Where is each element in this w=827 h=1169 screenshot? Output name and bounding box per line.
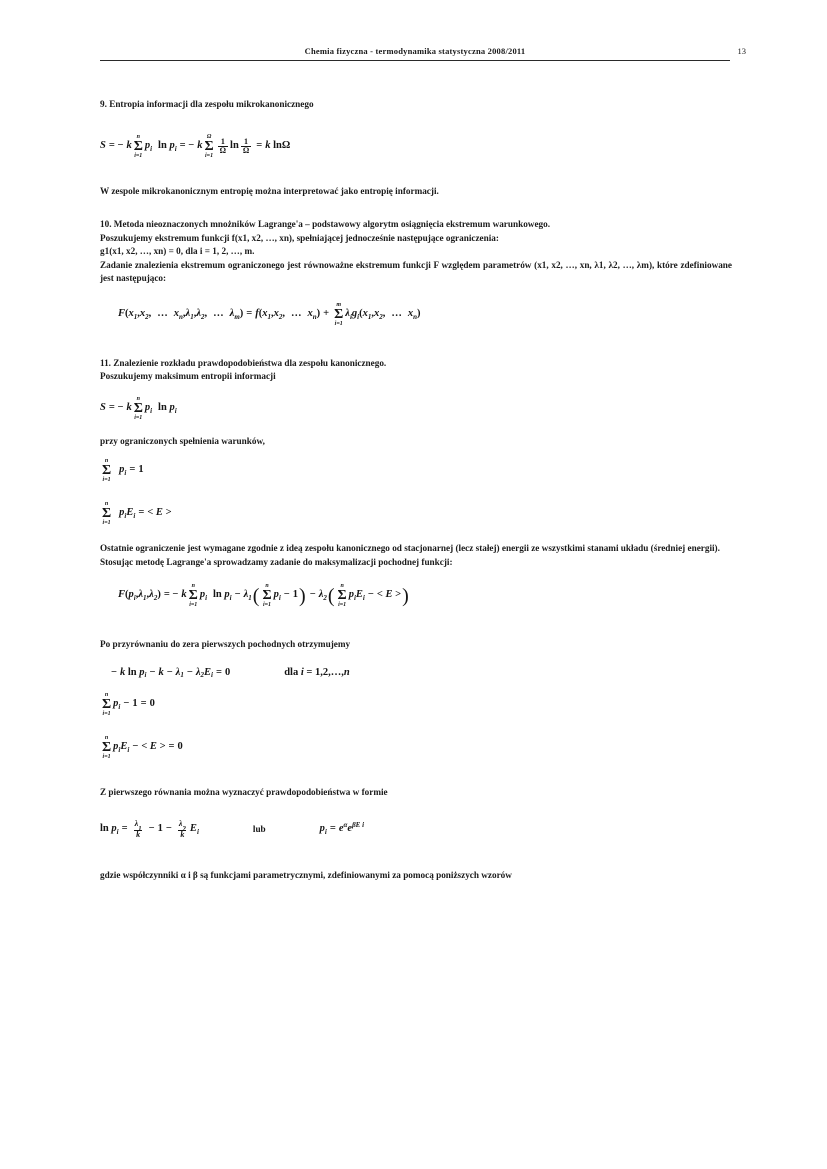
- section-11-explain-1: Ostatnie ograniczenie jest wymagane zgodnie z ideą zespołu kanonicznego od stacjonarnej (lecz stałej) energii ze wszystkimi stanami układu (średniej energii).: [100, 543, 720, 553]
- formula-entropy-canonical: S = − k n Σ i=1 p i ln p i: [100, 395, 177, 421]
- section-9-heading: 9. Entropia informacji dla zespołu mikrokanonicznego: [100, 99, 314, 109]
- formula-derivative-2: n Σ i=1 p i − 1 = 0: [102, 692, 155, 717]
- section-10-line-3: Zadanie znalezienia ekstremum ograniczonego jest równoważne ekstremum funkcji F względem parametrów (x1, x2, …, xn, λ1, λ2, …, λm), które zdefiniowane jest następująco:: [100, 259, 732, 283]
- section-11-condition-intro: przy ograniczonych spełnienia warunków,: [100, 435, 265, 446]
- header-title: Chemia fizyczna - termodynamika statystyczna 2008/2011: [304, 46, 526, 56]
- formula-final-probabilities: ln p i = $\frac{\lambda 1}{k}$ − 1 − $\frac{\lambda 2}{k}$ E i lub p i = e α e βE i: [100, 818, 365, 840]
- formula-derivative-3: n Σ i=1 p i E i − < E > = 0: [102, 735, 183, 760]
- section-9-text: W zespole mikrokanonicznym entropię można interpretować jako entropię informacji.: [100, 185, 439, 196]
- section-11-after-derivative-text: Po przyrównaniu do zera pierwszych pochodnych otrzymujemy: [100, 639, 351, 649]
- section-10-heading: 10. Metoda nieoznaczonych mnożników Lagrange'a – podstawowy algorytm osiągnięcia ekstremum warunkowego.: [100, 219, 551, 229]
- document-body: [100, 98, 732, 883]
- page-header: [100, 46, 746, 68]
- formula-constraint-normalization: n Σ i=1 p i = 1: [102, 458, 144, 483]
- formula-derivative-1: − k ln p i − k − λ 1 − λ 2 E i = 0 dla i = 1,2,…, n: [111, 666, 350, 680]
- section-11-closing: gdzie współczynniki α i β są funkcjami parametrycznymi, zdefiniowanymi za pomocą poniższych wzorów: [100, 870, 512, 881]
- formula-entropy-microcanonical: S = − k n Σ i=1 p i ln p i = − k Ω Σ i=1 $\frac{1}{\Omega}$ ln $\frac{1}{\Omega}$ = k lnΩ: [100, 133, 291, 159]
- header-page-number: 13: [737, 46, 746, 56]
- section-11-intro: Poszukujemy maksimum entropii informacji: [100, 371, 276, 381]
- formula-lagrange-function: F ( x 1 , x 2 , … x n , λ 1 , λ 2 , … λ m ) = f ( x 1 , x 2 , … x n ) + m Σ i=1 λ i g i ( x 1 , x 2 , … x n ): [118, 301, 421, 327]
- section-11-heading: 11. Znalezienie rozkładu prawdopodobieństwa dla zespołu kanonicznego.: [100, 357, 387, 368]
- formula-or-label: lub: [252, 823, 266, 834]
- section-10-line-1: Poszukujemy ekstremum funkcji f(x1, x2, …, xn), spełniającej jednocześnie następujące ograniczenia:: [100, 232, 499, 243]
- section-11-explain-2: Stosując metodę Lagrange'a sprowadzamy zadanie do maksymalizacji pochodnej funkcji:: [100, 556, 453, 567]
- section-11-final-intro: Z pierwszego równania można wyznaczyć prawdopodobieństwa w formie: [100, 787, 388, 797]
- section-10-line-2: g1(x1, x2, …, xn) = 0, dla i = 1, 2, …, m.: [100, 246, 255, 256]
- formula-constraint-energy: n Σ i=1 p i E i = < E >: [102, 501, 172, 526]
- header-divider: [100, 60, 730, 61]
- formula-lagrange-canonical: F ( p i , λ 1 , λ 2 ) = − k n Σ i=1 p i ln p i − λ 1 ( n Σ i=1 p i − 1 ) − λ 2 ( n Σ i=1 p i E i − < E > ): [118, 583, 409, 608]
